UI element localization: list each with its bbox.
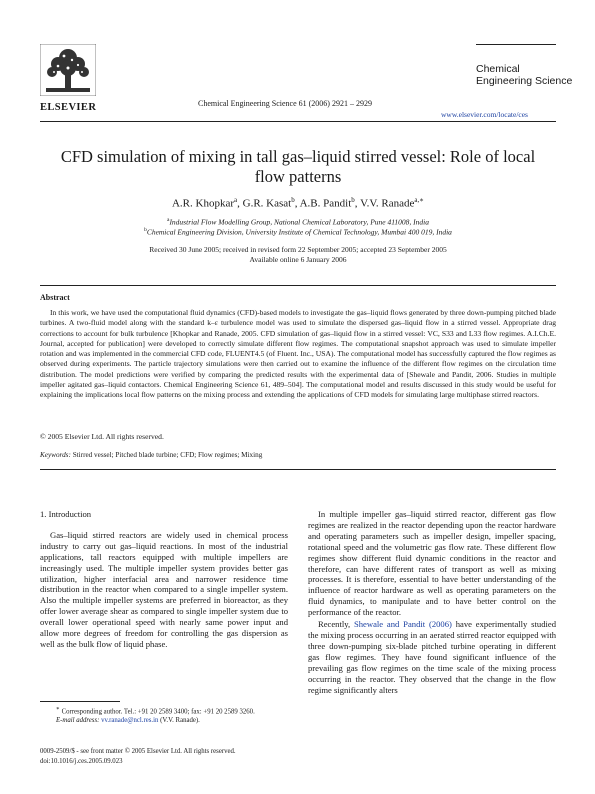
body-paragraph: In multiple impeller gas–liquid stirred reactor, different gas flow regimes are realized in the reactor depending upon the reactor hardware and operating parameters such as impeller design, impeller spacing, rotational speed and the volumetric gas flow rate. These different flow regimes show different fluid dynamic conditions in the reactor and therefore, can have different rates of transport as well as mixing processes. It is therefore, essential to have better understanding of the influence of reactor hardware as well as operating parameters on the fluid dynamics, to manipulate and to have better control on the performance of the reactor. — [308, 509, 556, 618]
doi-line: doi:10.1016/j.ces.2005.09.023 — [40, 757, 123, 765]
issn-line: 0009-2509/$ - see front matter © 2005 Elsevier Ltd. All rights reserved. — [40, 748, 236, 755]
right-column — [308, 509, 556, 696]
corresponding-author: ∗ Corresponding author. Tel.: +91 20 2589 3400; fax: +91 20 2589 3260. — [56, 706, 255, 716]
publisher-name: ELSEVIER — [40, 102, 97, 113]
publisher-logo — [40, 44, 97, 113]
author-list: A.R. Khopkar$^a$, G.R. Kasat$^b$, A.B. Pandit$^b$, V.V. Ranade$^{a,∗}$ — [171, 196, 424, 210]
email-link[interactable]: vv.ranade@ncl.res.in — [101, 717, 159, 725]
abstract-copyright: © 2005 Elsevier Ltd. All rights reserved. — [40, 432, 164, 441]
author-name: A.B. Pandit — [299, 197, 352, 210]
citation-link[interactable]: Shewale and Pandit (2006) — [353, 619, 452, 630]
section-heading: 1. Introduction — [40, 509, 92, 519]
journal-title: Chemical Engineering Science — [476, 63, 573, 87]
keywords — [40, 451, 262, 459]
left-column — [40, 509, 288, 651]
header-rule — [476, 44, 556, 45]
online-date: Available online 6 January 2006 — [249, 255, 347, 264]
author-sup: a,∗ — [414, 196, 424, 204]
abstract-top-divider — [40, 285, 556, 286]
affiliation-b: $^b$Chemical Engineering Division, University Institute of Chemical Technology, Mumbai 400 019, India — [144, 227, 452, 237]
abstract-heading: Abstract — [40, 293, 70, 302]
keywords-list: Stirred vessel; Pitched blade turbine; CFD; Flow regimes; Mixing — [72, 451, 263, 459]
author-name: G.R. Kasat — [242, 197, 292, 210]
author-name: A.R. Khopkar — [171, 197, 235, 210]
keywords-label: Keywords: — [40, 451, 71, 459]
footnote-rule — [40, 701, 120, 702]
author-sup: a — [234, 196, 238, 204]
elsevier-tree-icon — [40, 44, 96, 96]
article-dates — [40, 245, 556, 265]
author-sup: b — [291, 196, 295, 204]
author-sup: b — [351, 196, 355, 204]
author-name: V.V. Ranade — [360, 197, 415, 210]
abstract-body: In this work, we have used the computational fluid dynamics (CFD)-based models to investigate the gas–liquid flows generated by three down-pumping pitched blade turbines. A two-fluid model along with the standard k–ε turbulence model was used to simulate the dispersed gas–liquid flow in a stirred vessel. Appropriate drag corrections to account for bulk turbulence [Khopkar and Ranade, 2005. CFD simulation of gas–liquid flow in a stirred vessel: VC, S33 and L33 flow regimes. A.I.Ch.E. Journal, accepted for publication] were developed to correctly simulate different flow regimes. The computational snapshot approach was used to simulate impeller rotation and was implemented in the commercial CFD code, FLUENT4.5 (of Fluent. Inc., USA). The computational model has successfully captured the flow regimes as observed during experiments. The particle trajectory simulations were then carried out to examine the influence of the different flow regimes on the circulation time distribution. The model predictions were verified by comparing the predicted results with the experimental data of [Shewale and Pandit, 2006. Studies in multiple impeller agitated gas–liquid contactors. Chemical Engineering Science 61, 489–504]. The computational model and results discussed in this study would be useful for explaining the implications local flow patterns on the mixing process and extending the applications of CFD models for simulating large multiphase stirred reactors. — [40, 308, 556, 400]
abstract-bottom-divider — [40, 469, 556, 470]
body-paragraph: Recently, Shewale and Pandit (2006) have experimentally studied the mixing process occurring in an aerated stirred reactor equipped with three down-pumping six-blade pitched turbine operating in different gas flow regimes. They have found significant influence of the prevailing gas flow regimes on the time scale of the mixing process occurring in the reactor. They observed that the change in the flow regime significantly alters — [308, 619, 556, 695]
issn-doi — [40, 747, 236, 766]
footnote — [40, 705, 288, 725]
journal-url-link[interactable]: www.elsevier.com/locate/ces — [441, 110, 528, 119]
received-date: Received 30 June 2005; received in revised form 22 September 2005; accepted 23 September 2005 — [149, 245, 447, 254]
affiliation-a: $^a$Industrial Flow Modelling Group, National Chemical Laboratory, Pune 411008, India — [166, 217, 430, 227]
journal-citation: Chemical Engineering Science 61 (2006) 2921 – 2929 — [198, 99, 372, 108]
body-paragraph: Gas–liquid stirred reactors are widely used in chemical process industry to carry out gas–liquid reactions. In most of the industrial applications, tall reactors equipped with multiple impellers are increasingly used. The multiple impeller system provides better gas utilization, higher interfacial area and narrower residence time distribution in the reactor when compared to a single impeller system. Also the multiple impeller systems are preferred in bioreactor, as they offer lower average shear as compared to single impeller system due to overall lower operational speed with nearly same power input and allow more degrees of freedom for controlling the gas dispersion as well as the bulk flow of liquid phase. — [40, 529, 288, 649]
article-title: CFD simulation of mixing in tall gas–liquid stirred vessel: Role of local flow patterns — [60, 147, 536, 186]
email-line: E-mail address: vv.ranade@ncl.res.in (V.V. Ranade). — [56, 717, 200, 725]
top-divider — [40, 121, 556, 122]
